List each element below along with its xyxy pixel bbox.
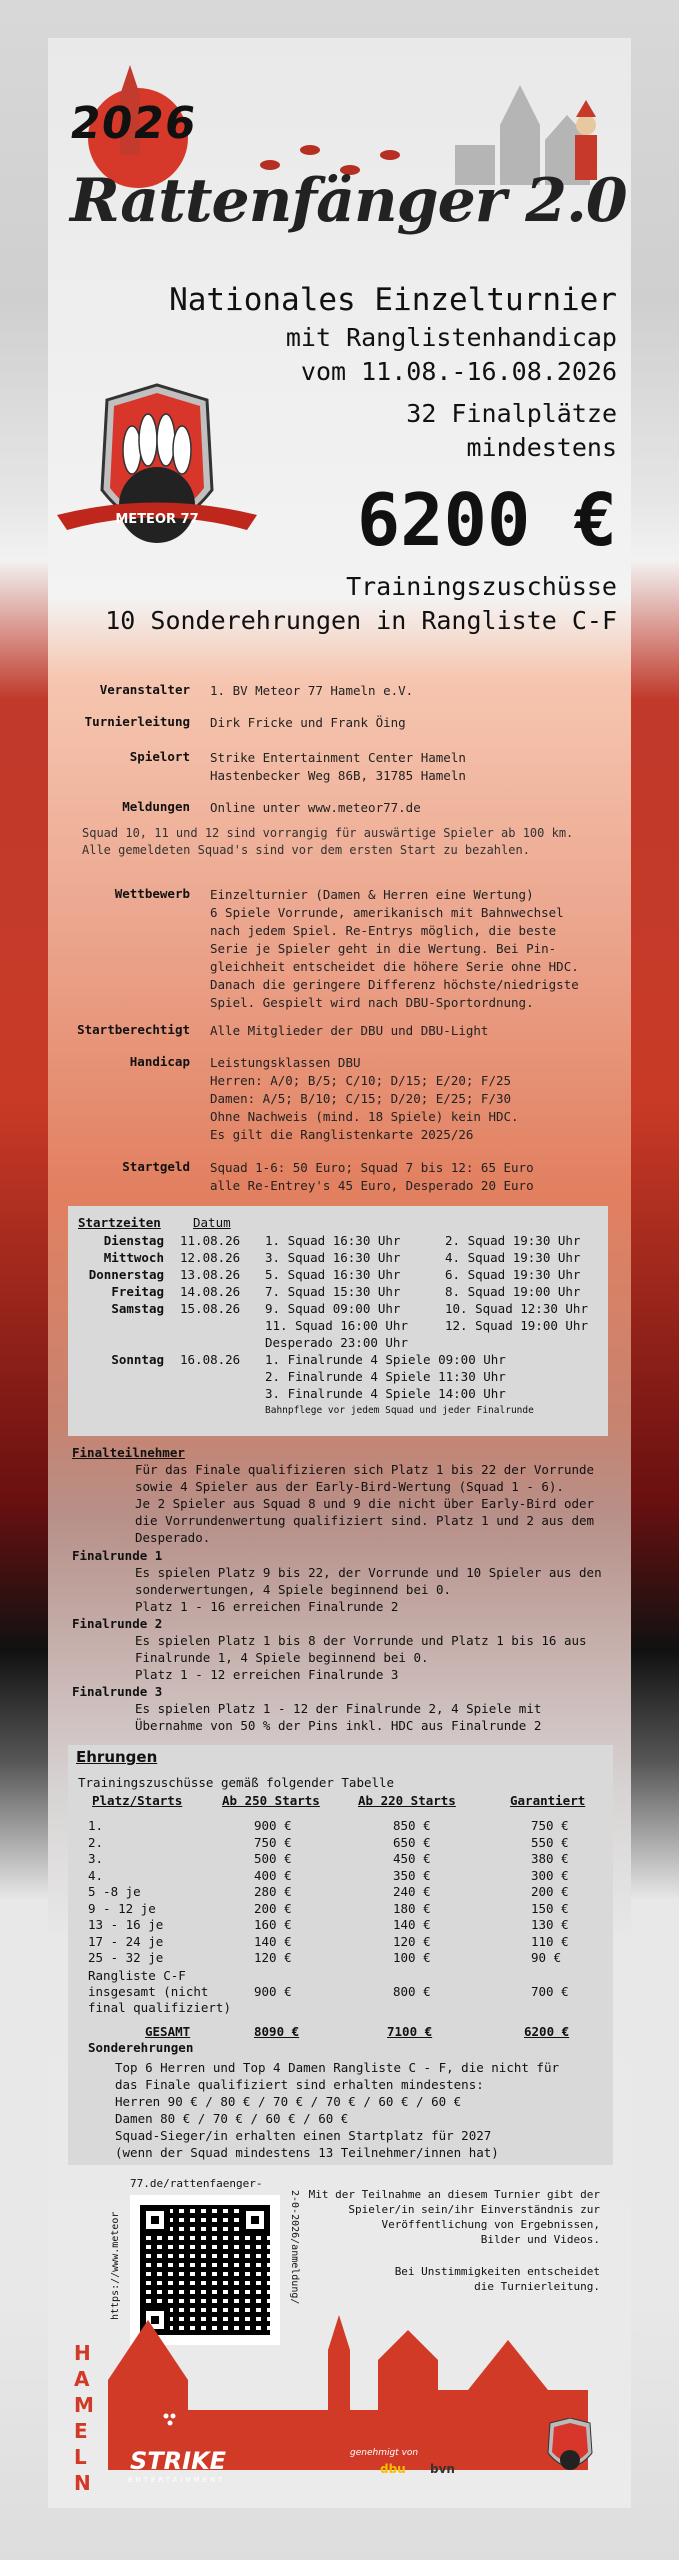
honor-amount: 240 €	[393, 1884, 431, 1899]
organizer-label: Veranstalter	[99, 682, 190, 697]
bvn-logo: bvn	[430, 2462, 455, 2476]
finalists-text: Für das Finale qualifizieren sich Platz 1 bis 22 der Vorrunde sowie 4 Spieler aus der Early-Bird-Wertung (Squad 1 - 6). Je 2 Spieler aus Squad 8 und 9 die nicht über Early-Bird oder die Vorrundenwertung qualifiziert sind. Platz 1 und 2 aus dem Desperado.	[135, 1462, 595, 1545]
honor-amount: 160 €	[254, 1917, 292, 1932]
final-round-1-text: Es spielen Platz 9 bis 22, der Vorrunde und 10 Spieler aus den sonderwertungen, 4 Spiele beginnend bei 0. Platz 1 - 16 erreichen Finalrunde 2	[135, 1565, 602, 1614]
ranking-label: Rangliste C-F insgesamt (nicht final qualifiziert)	[88, 1968, 231, 2015]
lane-maintenance-note: Bahnpflege vor jedem Squad und jeder Finalrunde	[265, 1405, 534, 1416]
honor-amount: 140 €	[393, 1917, 431, 1932]
direction-label: Turnierleitung	[84, 714, 190, 729]
prize-amount: 6200 €	[356, 478, 617, 562]
dbu-logo: dbu	[380, 2462, 406, 2476]
honor-place: 4.	[88, 1867, 104, 1883]
club-logo	[52, 380, 262, 570]
honor-amount: 350 €	[393, 1867, 431, 1883]
special-honors-text: Top 6 Herren und Top 4 Damen Rangliste C - F, die nicht für das Finale qualifiziert sind erhalten mindestens: Herren 90 € / 80 € / 70 € / 70 € / 60 € / 60 € Damen 80 € / 70 € / 60 € / 60 € Squad-Sieger/in erhalten einen Startplatz für 2027 (wenn der Squad mindestens 13 Teilnehmer/innen hat)	[115, 2060, 560, 2160]
schedule-squad-a: 3. Squad 16:30 Uhr	[265, 1250, 401, 1265]
honor-place: 5 -8 je	[88, 1884, 141, 1899]
schedule-day: Samstag	[111, 1301, 164, 1316]
final-round-3-head: Finalrunde 3	[72, 1684, 163, 1699]
schedule-date: 14.08.26	[180, 1284, 241, 1299]
honor-amount: 150 €	[531, 1900, 569, 1916]
club-logo-text: METEOR 77	[115, 512, 199, 527]
total-guaranteed: 6200 €	[524, 2024, 570, 2039]
honor-amount: 550 €	[531, 1834, 569, 1850]
col-guaranteed: Garantiert	[510, 1793, 586, 1808]
schedule-squad-a: 1. Squad 16:30 Uhr	[265, 1233, 401, 1248]
bowling-ball-icon	[152, 2405, 188, 2441]
honor-amount: 280 €	[254, 1884, 292, 1899]
honor-place: 9 - 12 je	[88, 1900, 156, 1916]
schedule-head-date: Datum	[193, 1215, 231, 1230]
schedule-day: Donnerstag	[88, 1267, 164, 1282]
final-round-3-time: 3. Finalrunde 4 Spiele 14:00 Uhr	[265, 1386, 506, 1401]
schedule-squad-b: 6. Squad 19:30 Uhr	[445, 1267, 581, 1282]
registration-value: Online unter www.meteor77.de	[210, 800, 421, 815]
schedule-squad-a: 9. Squad 09:00 Uhr	[265, 1301, 401, 1316]
eligibility-label: Startberechtigt	[77, 1022, 190, 1037]
schedule-day: Dienstag	[103, 1233, 164, 1248]
fee-value: Squad 1-6: 50 Euro; Squad 7 bis 12: 65 Euro alle Re-Entrey's 45 Euro, Desperado 20 Euro	[210, 1160, 534, 1193]
final-round-3-text: Es spielen Platz 1 - 12 der Finalrunde 2, 4 Spiele mit Übernahme von 50 % der Pins inkl. HDC aus Finalrunde 2	[135, 1701, 542, 1733]
ranking-220: 800 €	[393, 1984, 431, 1999]
qr-url-right: 2-0-2026/anmeldung/	[289, 2190, 300, 2305]
direction-value: Dirk Fricke und Frank Öing	[210, 715, 406, 730]
event-brand: Rattenfänger 2.0	[70, 166, 627, 236]
event-subtitle: mit Ranglistenhandicap	[285, 323, 617, 352]
honor-amount: 850 €	[393, 1818, 431, 1833]
handicap-value: Leistungsklassen DBU Herren: A/0; B/5; C/10; D/15; E/20; F/25 Damen: A/5; B/10; C/15; D/20; E/25; F/30 Ohne Nachweis (mind. 18 Spiele) kein HDC. Es gilt die Ranglistenkarte 2025/26	[210, 1055, 519, 1142]
honors-intro: Trainingszuschüsse gemäß folgender Tabelle	[78, 1775, 395, 1790]
schedule-date: 11.08.26	[180, 1233, 241, 1248]
organizer-value: 1. BV Meteor 77 Hameln e.V.	[210, 683, 414, 698]
col-place: Platz/Starts	[92, 1793, 183, 1808]
qr-url-top: 77.de/rattenfaenger-	[130, 2177, 263, 2190]
honor-amount: 300 €	[531, 1867, 569, 1883]
honor-amount: 120 €	[254, 1950, 292, 1965]
special-honors-head: Sonderehrungen	[88, 2040, 194, 2055]
col-220: Ab 220 Starts	[358, 1793, 456, 1808]
final-round-2-time: 2. Finalrunde 4 Spiele 11:30 Uhr	[265, 1369, 506, 1384]
event-title: Nationales Einzelturnier	[169, 282, 617, 318]
dispute-text: Bei Unstimmigkeiten entscheidet die Turnierleitung.	[394, 2265, 600, 2293]
honor-amount: 130 €	[531, 1917, 569, 1932]
honor-amount: 200 €	[254, 1900, 292, 1916]
honor-amount: 750 €	[531, 1818, 569, 1833]
honor-amount: 200 €	[531, 1884, 569, 1899]
qr-finder-icon	[140, 2205, 170, 2235]
city-vertical: HAMELN	[74, 2341, 94, 2495]
competition-label: Wettbewerb	[114, 886, 190, 901]
honor-place: 25 - 32 je	[88, 1950, 164, 1965]
schedule-squad-b: 10. Squad 12:30 Uhr	[445, 1301, 588, 1316]
schedule-date: 15.08.26	[180, 1301, 241, 1316]
col-250: Ab 250 Starts	[222, 1793, 320, 1808]
squad-11: 11. Squad 16:00 Uhr	[265, 1318, 408, 1333]
ranking-250: 900 €	[254, 1984, 292, 1999]
registration-note: Squad 10, 11 und 12 sind vorrangig für auswärtige Spieler ab 100 km. Alle gemeldeten Squad's sind vor dem ersten Start zu bezahlen.	[82, 826, 574, 857]
schedule-squad-b: 8. Squad 19:00 Uhr	[445, 1284, 581, 1299]
final-round-2-text: Es spielen Platz 1 bis 8 der Vorrunde und Platz 1 bis 16 aus Finalrunde 1, 4 Spiele beginnend bei 0. Platz 1 - 12 erreichen Finalrunde 3	[135, 1633, 587, 1682]
schedule-squad-b: 2. Squad 19:30 Uhr	[445, 1233, 581, 1248]
handicap-label: Handicap	[129, 1054, 190, 1069]
registration-label: Meldungen	[122, 799, 190, 814]
desperado: Desperado 23:00 Uhr	[265, 1335, 408, 1350]
final-round-1-time: 1. Finalrunde 4 Spiele 09:00 Uhr	[265, 1352, 506, 1367]
honor-amount: 900 €	[254, 1818, 292, 1833]
honor-place: 2.	[88, 1834, 104, 1850]
honor-amount: 140 €	[254, 1933, 292, 1949]
competition-value: Einzelturnier (Damen & Herren eine Wertung) 6 Spiele Vorrunde, amerikanisch mit Bahnwechsel nach jedem Spiel. Re-Entrys möglich, die beste Serie je Spieler geht in die Wertung. Bei Pin- gleichheit entscheidet die höhere Serie ohne HDC. Danach die geringere Differenz höchste/niedrigste Spiel. Gespielt wird nach DBU-Sportordnung.	[210, 887, 579, 1010]
qr-finder-icon	[240, 2205, 270, 2235]
honor-amount: 750 €	[254, 1834, 292, 1850]
schedule-squad-a: 7. Squad 15:30 Uhr	[265, 1284, 401, 1299]
honor-place: 1.	[88, 1818, 104, 1833]
club-badge-icon	[540, 2418, 600, 2478]
final-round-1-head: Finalrunde 1	[72, 1548, 163, 1563]
final-round-2-head: Finalrunde 2	[72, 1616, 163, 1631]
finalists-head: Finalteilnehmer	[72, 1445, 185, 1460]
ranking-guaranteed: 700 €	[531, 1984, 569, 1999]
honor-amount: 400 €	[254, 1867, 292, 1883]
honor-amount: 380 €	[531, 1851, 569, 1866]
final-spots: 32 Finalplätze	[406, 399, 617, 428]
schedule-head-days: Startzeiten	[78, 1215, 161, 1230]
event-year: 2026	[66, 98, 201, 149]
schedule-day: Freitag	[111, 1284, 164, 1299]
venue-label: Spielort	[129, 749, 190, 764]
honor-amount: 500 €	[254, 1851, 292, 1866]
strike-logo: STRIKE	[130, 2447, 227, 2475]
total-250: 8090 €	[254, 2024, 300, 2039]
training-label: Trainingszuschüsse	[346, 572, 617, 601]
honor-place: 17 - 24 je	[88, 1933, 164, 1949]
honor-amount: 120 €	[393, 1933, 431, 1949]
honor-amount: 110 €	[531, 1933, 569, 1949]
schedule-day: Mittwoch	[103, 1250, 164, 1265]
squad-12: 12. Squad 19:00 Uhr	[445, 1318, 588, 1333]
honor-amount: 100 €	[393, 1950, 431, 1965]
consent-text: Mit der Teilnahme an diesem Turnier gibt der Spieler/in sein/ihr Einverständnis zur Veröffentlichung von Ergebnissen, Bilder und Videos.	[308, 2188, 600, 2246]
approved-label: genehmigt von	[350, 2448, 419, 2458]
sunday-label: Sonntag	[111, 1352, 164, 1367]
honor-amount: 650 €	[393, 1834, 431, 1850]
venue-value: Strike Entertainment Center Hameln Hastenbecker Weg 86B, 31785 Hameln	[210, 750, 466, 783]
schedule-date: 13.08.26	[180, 1267, 241, 1282]
honor-amount: 180 €	[393, 1900, 431, 1916]
honor-place: 3.	[88, 1851, 104, 1866]
event-dates: vom 11.08.-16.08.2026	[300, 357, 617, 386]
fee-label: Startgeld	[122, 1159, 190, 1174]
strike-sub: ENTERTAINMENT	[128, 2476, 226, 2484]
honors-head: Ehrungen	[76, 1748, 158, 1766]
schedule-squad-a: 5. Squad 16:30 Uhr	[265, 1267, 401, 1282]
total-220: 7100 €	[387, 2024, 433, 2039]
honor-amount: 450 €	[393, 1851, 431, 1866]
eligibility-value: Alle Mitglieder der DBU und DBU-Light	[210, 1023, 489, 1038]
minimum-label: mindestens	[466, 433, 617, 462]
total-label: GESAMT	[145, 2024, 191, 2039]
special-honors: 10 Sonderehrungen in Rangliste C-F	[105, 606, 617, 635]
qr-url-left: https://www.meteor	[110, 2211, 121, 2320]
honor-amount: 90 €	[531, 1950, 562, 1965]
sunday-date: 16.08.26	[180, 1352, 241, 1367]
schedule-date: 12.08.26	[180, 1250, 241, 1265]
schedule-squad-b: 4. Squad 19:30 Uhr	[445, 1250, 581, 1265]
honor-place: 13 - 16 je	[88, 1917, 164, 1932]
